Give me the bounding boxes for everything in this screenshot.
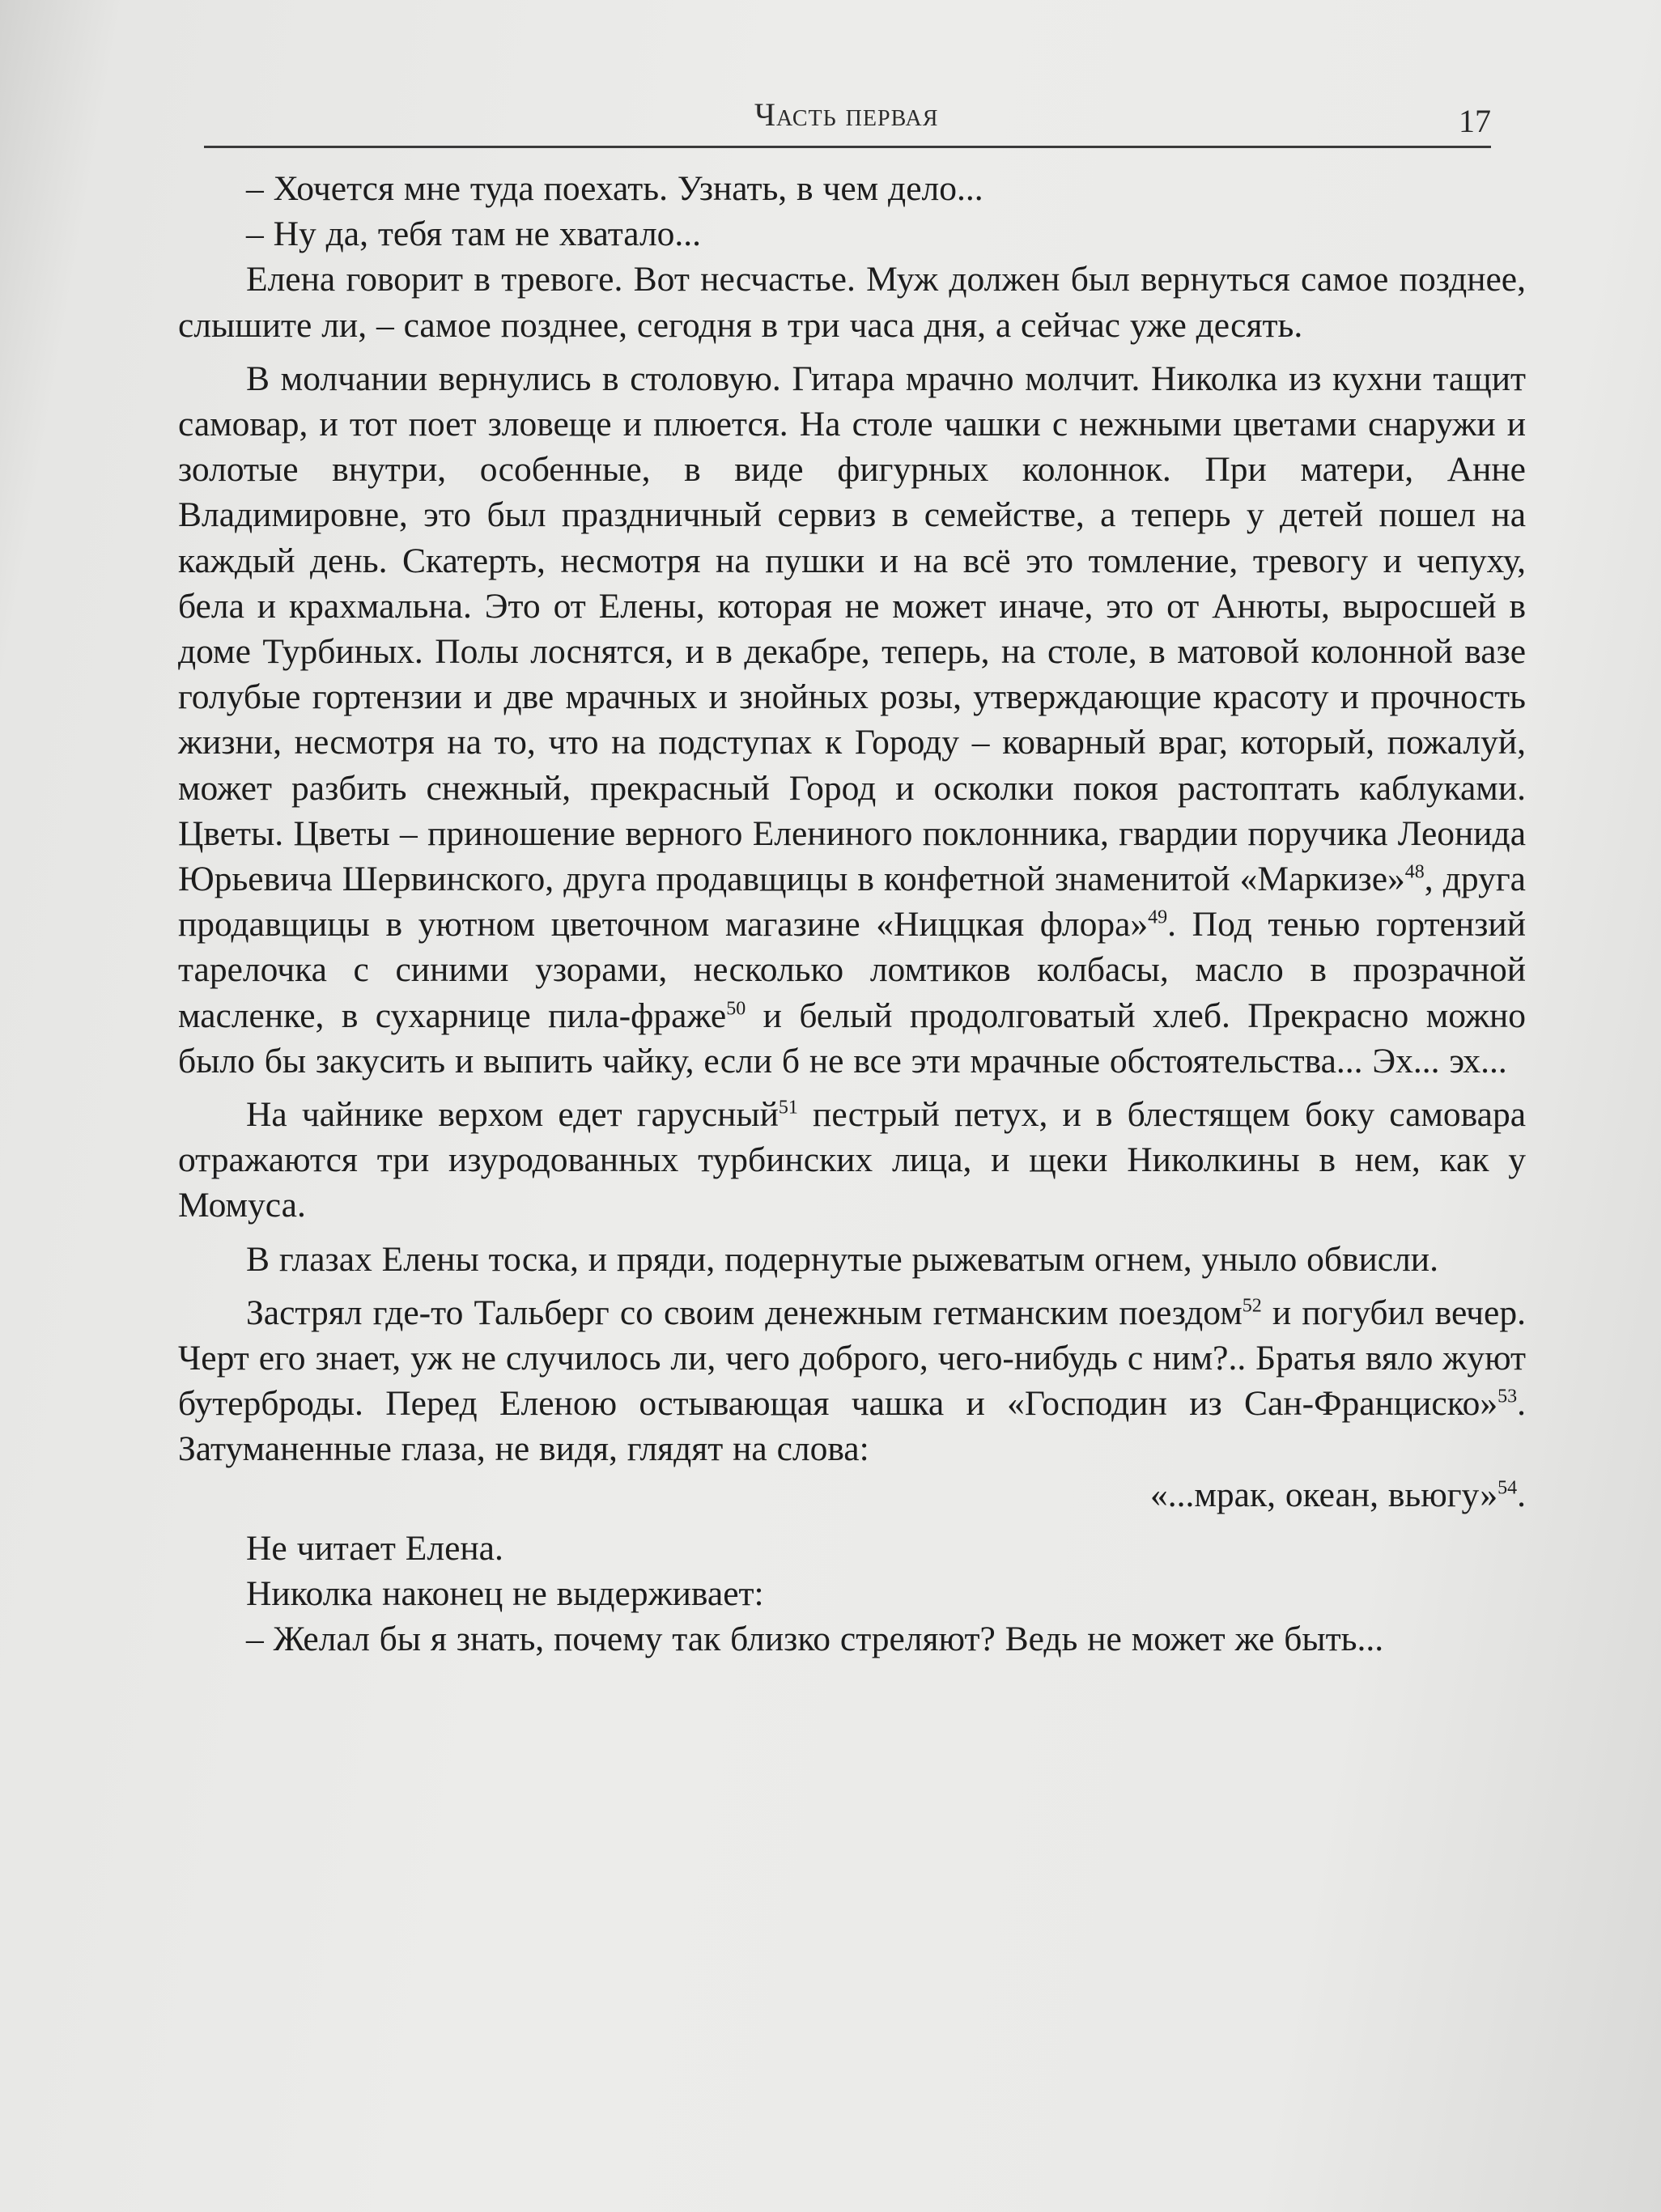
footnote-ref: 50 [726, 998, 746, 1020]
epigraph-quote [178, 1472, 1526, 1518]
paragraph-text: На чайнике верхом едет гарусный [246, 1095, 779, 1135]
paragraph: Елена говорит в тревоге. Вот несчастье. Муж должен был вернуться самое позднее, слышите ли, – самое позднее, сегодня в три часа дня, а сейчас уже десять. [178, 260, 1526, 345]
paragraph-text: Застрял где-то Тальберг со своим денежным гетманским поездом [246, 1293, 1243, 1332]
paragraph: В глазах Елены тоска, и пряди, подернутые рыжеватым огнем, уныло обвисли. [246, 1239, 1438, 1279]
paragraph-text: . Под тенью гортензий тарелочка с синими узорами, несколько ломтиков колбасы, масло в прозрачной масленке, в сухарнице пила-фраже [178, 905, 1526, 1035]
footnote-ref: 52 [1242, 1295, 1262, 1317]
paragraph [178, 1092, 1526, 1229]
paragraph-text: и белый продолговатый хлеб. Прекрасно можно было бы закусить и выпить чайку, если б не все эти мрачные обстоятельства... Эх... эх... [178, 996, 1526, 1081]
paragraph: – Ну да, тебя там не хватало... [246, 214, 702, 254]
page-number: 17 [1459, 103, 1491, 139]
footnote-ref: 49 [1148, 906, 1168, 928]
footnote-ref: 54 [1497, 1477, 1518, 1499]
body-text [178, 166, 1526, 1662]
paragraph-text: и погубил вечер. Черт его знает, уж не случилось ли, чего доброго, чего-нибудь с ним?.. Братья вяло жуют бутерброды. Перед Еленою остывающая чашка и «Господин из Сан-Франциско» [178, 1293, 1526, 1424]
footnote-ref: 48 [1404, 861, 1425, 883]
header-rule [204, 146, 1491, 148]
quote-text: «...мрак, океан, вьюгу» [1150, 1475, 1498, 1514]
paragraph: Не читает Елена. [246, 1528, 503, 1568]
paragraph [178, 1290, 1526, 1472]
running-head [204, 87, 1491, 144]
paragraph: Николка наконец не выдерживает: [246, 1574, 764, 1614]
footnote-ref: 53 [1497, 1386, 1518, 1407]
paragraph-text: пестрый петух, и в блестящем боку самовара отражаются три изуродованных турбинских лица, и щеки Николкины в нем, как у Момуса. [178, 1095, 1527, 1225]
paragraph: – Хочется мне туда поехать. Узнать, в чем дело... [246, 169, 983, 208]
paragraph [178, 356, 1526, 1084]
paragraph-text: В молчании вернулись в столовую. Гитара мрачно молчит. Николка из кухни тащит самовар, и тот поет зловеще и плюется. На столе чашки с нежными цветами снаружи и золотые внутри, особенные, в виде фигурных колоннок. При матери, Анне Владимировне, это был праздничный сервиз в семействе, а теперь у детей пошел на каждый день. Скатерть, несмотря на пушки и на всё это томление, тревогу и чепуху, бела и крахмальна. Это от Елены, которая не может иначе, это от Анюты, выросшей в доме Турбиных. Полы лоснятся, и в декабре, теперь, на столе, в матовой колонной вазе голубые гортензии и две мрачных и знойных розы, утверждающие красоту и прочность жизни, несмотря на то, что на подступах к Городу – коварный враг, который, пожалуй, может разбить снежный, прекрасный Город и осколки покоя растоптать каблуками. Цветы. Цветы – приношение верного Елениного поклонника, гвардии поручика Леонида Юрьевича Шервинского, друга продавщицы в конфетной знаменитой «Маркизе» [178, 359, 1526, 899]
quote-end: . [1517, 1475, 1526, 1514]
paragraph-text: , друга продавщицы в уютном цветочном магазине «Ниццкая флора» [178, 860, 1526, 945]
paragraph: – Желал бы я знать, почему так близко стреляют? Ведь не может же быть... [246, 1620, 1384, 1659]
paragraph-text: . Затуманенные глаза, не видя, глядят на слова: [178, 1384, 1526, 1469]
section-title: Часть первая [754, 96, 939, 133]
footnote-ref: 51 [778, 1097, 798, 1119]
